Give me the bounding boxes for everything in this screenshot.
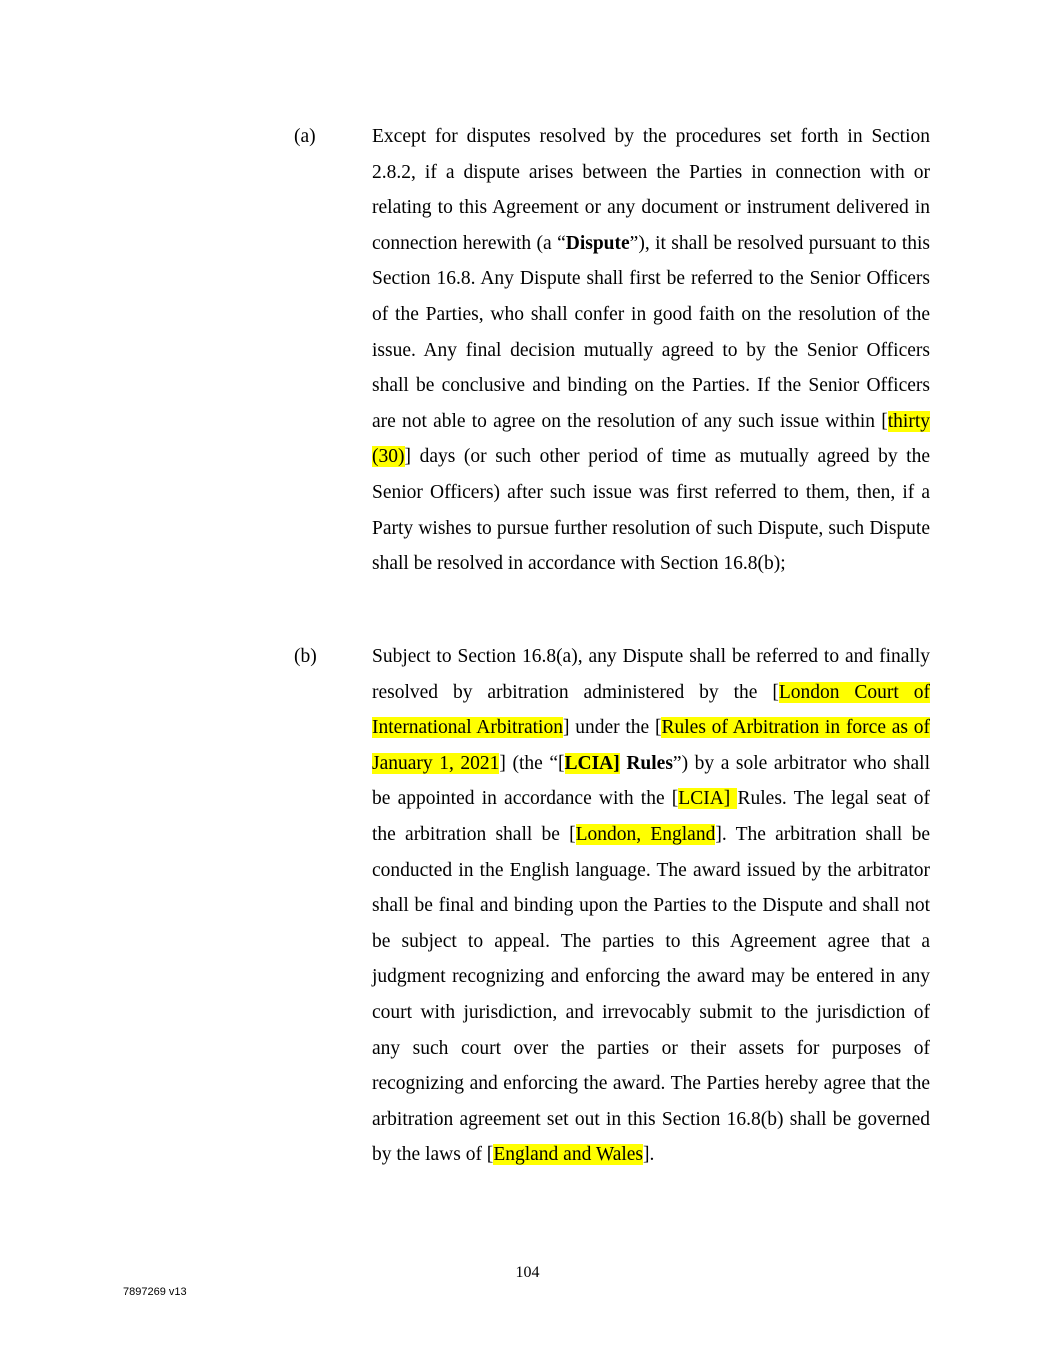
clause-b-text-1: Subject to Section 16.8(a), any Dispute shall be referred to and finally resolved by arbitration administered by the [ (372, 646, 930, 703)
clause-b-text-5: Rules. The legal seat of the arbitration shall be [ (372, 788, 930, 845)
clause-b-text-4: ”) by a sole arbitrator who shall be appointed in accordance with the [ (372, 752, 930, 810)
clause-b-text-2: ] under the [ (562, 717, 662, 739)
clause-b-text-7: ]. (643, 1144, 655, 1166)
highlight-lcia: LCIA] (678, 788, 738, 810)
clause-a-label: (a) (294, 126, 316, 147)
clause-a-text-3: ] days (or such other period of time as mutually agreed by the Senior Officers) after such issue was first referred to them, then, if a Party wishes to pursue further resolution of such Dispute, such Dispute shall be resolved in accordance with Section 16.8(b); (372, 446, 930, 575)
clause-a-text (372, 119, 930, 582)
highlight-thirty-days: thirty (30) (372, 410, 930, 468)
highlight-lcia-court: London Court of International Arbitration (372, 681, 930, 739)
defined-term-dispute: Dispute (565, 232, 630, 254)
clause-b-text-3: ] (the “[ (499, 752, 565, 774)
highlight-london-england: London, England (575, 823, 716, 845)
clause-b-text-6: ]. The arbitration shall be conducted in the English language. The award issued by the arbitrator shall be final and binding upon the Parties to the Dispute and shall not be subject to appeal. The parties to this Agreement agree that a judgment recognizing and enforcing the award may be entered in any court with jurisdiction, and irrevocably submit to the jurisdiction of any such court over the parties or their assets for purposes of recognizing and enforcing the award. The Parties hereby agree that the arbitration agreement set out in this Section 16.8(b) shall be governed by the laws of [ (372, 823, 930, 1166)
defined-term-lcia-highlight: LCIA] (564, 752, 620, 774)
clause-b-label: (b) (294, 646, 317, 667)
document-id: 7897269 v13 (123, 1286, 187, 1298)
clause-a-text-1: Except for disputes resolved by the procedures set forth in Section 2.8.2, if a dispute arises between the Parties in connection with or relating to this Agreement or any document or instrument delivered in connection herewith (a “ (372, 126, 930, 254)
highlight-rules-of-arbitration: Rules of Arbitration in force as of January 1, 2021 (372, 717, 931, 774)
page-number: 104 (515, 1264, 540, 1281)
clause-a-text-2: ”), it shall be resolved pursuant to this Section 16.8. Any Dispute shall first be referred to the Senior Officers of the Parties, who shall confer in good faith on the resolution of the issue. Any final decision mutually agreed to by the Senior Officers shall be conclusive and binding on the Parties. If the Senior Officers are not able to agree on the resolution of any such issue within [ (372, 232, 931, 432)
defined-term-rules: Rules (619, 752, 673, 774)
highlight-england-and-wales: England and Wales (493, 1144, 644, 1166)
clause-b-text (372, 639, 930, 1173)
